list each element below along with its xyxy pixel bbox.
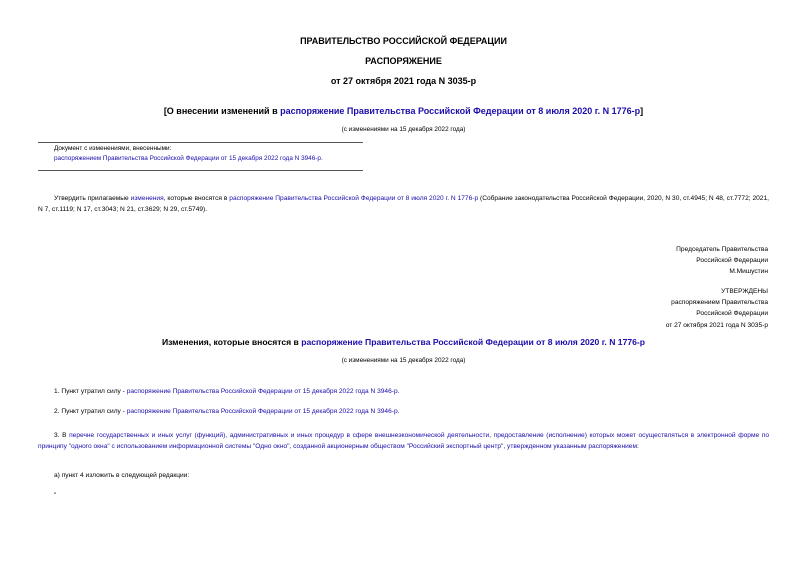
changes-box-label: Документ с изменениями, внесенными: <box>54 145 172 152</box>
approved-line-4: от 27 октября 2021 года N 3035-р <box>665 321 768 329</box>
doc-type-heading: РАСПОРЯЖЕНИЕ <box>365 56 442 66</box>
main-para-link-order[interactable]: распоряжение Правительства Российской Федерации от 8 июля 2020 г. N 1776-р <box>229 195 479 202</box>
item-3-link[interactable]: перечне государственных и иных услуг (функций), административных и иных процедур в сфере внешнеэкономической деятельности, предоставление (исполнение) которых может осуществляться в электронной форме по принципу "одного окна" с использованием информационной системы "Одно окно", созданной акционерным обществом "Российский экспортный центр", утвержденном указанным распоряжением <box>38 432 769 450</box>
main-para-link-changes[interactable]: изменения <box>130 195 164 202</box>
doc-date-number: от 27 октября 2021 года N 3035-р <box>330 76 477 86</box>
amended-note: (с изменениями на 15 декабря 2022 года) <box>341 126 466 133</box>
item-3 <box>38 430 769 452</box>
signature-line-3: М.Мишустин <box>729 268 768 276</box>
approved-block <box>666 286 768 331</box>
changes-title-prefix: Изменения, которые вносятся в <box>161 337 302 347</box>
quote-mark: " <box>54 492 57 499</box>
signature-line-2: Российской Федерации <box>696 257 768 265</box>
changes-box-bottom-rule <box>38 170 363 171</box>
changes-title-link[interactable]: распоряжение Правительства Российской Федерации от 8 июля 2020 г. N 1776-р <box>301 337 646 347</box>
approved-line-1: УТВЕРЖДЕНЫ <box>721 288 768 295</box>
doc-title <box>0 106 807 116</box>
doc-title-close: ] <box>640 106 644 116</box>
doc-title-open: [О внесении изменений в <box>163 106 281 116</box>
item-3-text: 3. В <box>54 432 70 439</box>
changes-box-link[interactable]: распоряжением Правительства Российской Федерации от 15 декабря 2022 года N 3946-р. <box>54 155 323 162</box>
item-2 <box>54 406 399 417</box>
approved-line-3: Российской Федерации <box>696 310 768 318</box>
signature-line-1: Председатель Правительства <box>676 246 768 253</box>
item-3-end: : <box>637 443 639 450</box>
item-1-link[interactable]: распоряжение Правительства Российской Федерации от 15 декабря 2022 года N 3946-р. <box>126 388 400 395</box>
doc-title-link[interactable]: распоряжение Правительства Российской Федерации от 8 июля 2020 г. N 1776-р <box>280 106 641 116</box>
main-para-text-3: (Собрание законодательства Российской Федерации, 2020, N 30, ст.4945; N 48, ст.7772; 2021, N 7, ст.1119; N 17, ст.3043; N 21, ст.3629; N 29, ст.5749). <box>38 195 769 213</box>
item-1-text: 1. Пункт утратил силу - <box>54 388 127 395</box>
changes-title <box>0 337 807 347</box>
amended-note-2: (с изменениями на 15 декабря 2022 года) <box>341 357 466 364</box>
changes-box-top-rule <box>38 142 363 143</box>
main-paragraph <box>38 193 769 215</box>
item-2-link[interactable]: распоряжение Правительства Российской Федерации от 15 декабря 2022 года N 3946-р. <box>126 408 400 415</box>
main-para-text-1: Утвердить прилагаемые <box>54 195 131 202</box>
item-2-text: 2. Пункт утратил силу - <box>54 408 127 415</box>
sub-item-a: а) пункт 4 изложить в следующей редакции: <box>54 472 190 479</box>
main-para-text-2: , которые вносятся в <box>163 195 230 202</box>
approved-line-2: распоряжением Правительства <box>671 299 768 307</box>
org-heading: ПРАВИТЕЛЬСТВО РОССИЙСКОЙ ФЕДЕРАЦИИ <box>300 36 507 46</box>
item-1 <box>54 386 399 397</box>
signature-block <box>676 244 768 278</box>
